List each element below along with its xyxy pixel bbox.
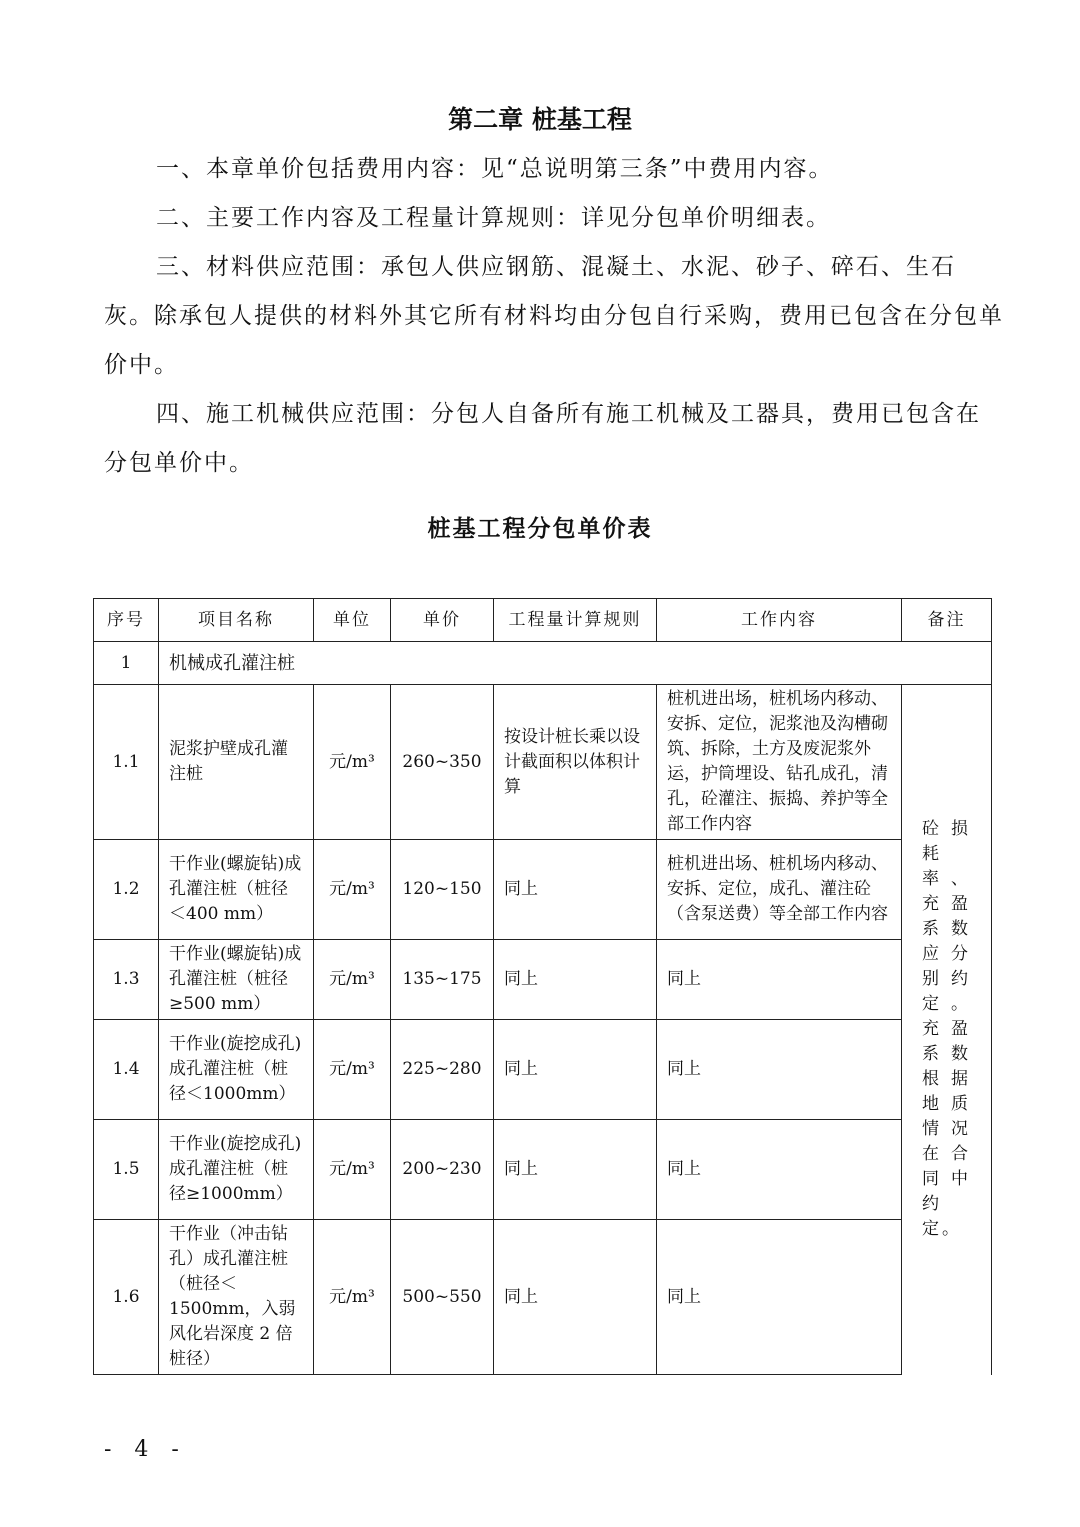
row-quantity-rule: 同上 bbox=[494, 1120, 657, 1220]
paragraph-material-supply: 三、材料供应范围：承包人供应钢筋、混凝土、水泥、砂子、碎石、生石灰。除承包人提供的材料外其它所有材料均由分包自行采购，费用已包含在分包单价中。 bbox=[104, 254, 1004, 378]
row-unit: 元/m³ bbox=[314, 685, 391, 840]
remark-cell bbox=[902, 685, 992, 1375]
unit-price-table bbox=[93, 598, 992, 1375]
row-no: 1.3 bbox=[94, 940, 159, 1020]
row-item-name: 干作业（冲击钻孔）成孔灌注桩（桩径＜1500mm，入弱风化岩深度 2 倍桩径） bbox=[159, 1220, 314, 1375]
row-no: 1.4 bbox=[94, 1020, 159, 1120]
row-item-name: 干作业(旋挖成孔)成孔灌注桩（桩径＜1000mm） bbox=[159, 1020, 314, 1120]
table-row bbox=[94, 1120, 992, 1220]
header-unit-price: 单价 bbox=[391, 599, 494, 642]
row-price: 120~150 bbox=[391, 840, 494, 940]
row-quantity-rule: 按设计桩长乘以设计截面积以体积计算 bbox=[494, 685, 657, 840]
row-price: 260~350 bbox=[391, 685, 494, 840]
remark-text: 砼损耗率、充盈系数应分别约定。充盈系数根据地质情况在合同中约定。 bbox=[922, 819, 971, 1240]
table-row bbox=[94, 840, 992, 940]
row-unit: 元/m³ bbox=[314, 1120, 391, 1220]
table-row bbox=[94, 685, 992, 840]
row-unit: 元/m³ bbox=[314, 1220, 391, 1375]
table-header-row bbox=[94, 599, 992, 642]
row-unit: 元/m³ bbox=[314, 1020, 391, 1120]
header-item-name: 项目名称 bbox=[159, 599, 314, 642]
section-no: 1 bbox=[94, 642, 159, 685]
row-item-name: 泥浆护壁成孔灌注桩 bbox=[159, 685, 314, 840]
page-number: - 4 - bbox=[104, 1437, 187, 1462]
row-work-content: 同上 bbox=[657, 1120, 902, 1220]
table-row bbox=[94, 940, 992, 1020]
row-price: 200~230 bbox=[391, 1120, 494, 1220]
row-quantity-rule: 同上 bbox=[494, 1220, 657, 1375]
header-quantity-rule: 工程量计算规则 bbox=[494, 599, 657, 642]
table-row bbox=[94, 1020, 992, 1120]
row-unit: 元/m³ bbox=[314, 840, 391, 940]
paragraph-work-content: 二、主要工作内容及工程量计算规则：详见分包单价明细表。 bbox=[156, 205, 831, 231]
row-work-content: 同上 bbox=[657, 1020, 902, 1120]
row-work-content: 桩机进出场、桩机场内移动、安拆、定位，成孔、灌注砼（含泵送费）等全部工作内容 bbox=[657, 840, 902, 940]
row-unit: 元/m³ bbox=[314, 940, 391, 1020]
row-item-name: 干作业(螺旋钻)成孔灌注桩（桩径＜400 mm） bbox=[159, 840, 314, 940]
row-work-content: 同上 bbox=[657, 1220, 902, 1375]
row-work-content: 同上 bbox=[657, 940, 902, 1020]
row-no: 1.1 bbox=[94, 685, 159, 840]
row-price: 500~550 bbox=[391, 1220, 494, 1375]
row-no: 1.6 bbox=[94, 1220, 159, 1375]
header-no: 序号 bbox=[94, 599, 159, 642]
row-quantity-rule: 同上 bbox=[494, 840, 657, 940]
paragraph-fee-content: 一、本章单价包括费用内容：见“总说明第三条”中费用内容。 bbox=[156, 156, 834, 182]
section-name: 机械成孔灌注桩 bbox=[159, 642, 992, 685]
header-remark: 备注 bbox=[902, 599, 992, 642]
row-price: 225~280 bbox=[391, 1020, 494, 1120]
paragraph-machinery-supply: 四、施工机械供应范围：分包人自备所有施工机械及工器具，费用已包含在分包单价中。 bbox=[104, 401, 981, 476]
section-row bbox=[94, 642, 992, 685]
table-title: 桩基工程分包单价表 bbox=[427, 516, 653, 542]
row-price: 135~175 bbox=[391, 940, 494, 1020]
row-quantity-rule: 同上 bbox=[494, 1020, 657, 1120]
row-item-name: 干作业(旋挖成孔)成孔灌注桩（桩径≥1000mm） bbox=[159, 1120, 314, 1220]
header-unit: 单位 bbox=[314, 599, 391, 642]
table-row bbox=[94, 1220, 992, 1375]
row-item-name: 干作业(螺旋钻)成孔灌注桩（桩径≥500 mm） bbox=[159, 940, 314, 1020]
header-work-content: 工作内容 bbox=[657, 599, 902, 642]
row-quantity-rule: 同上 bbox=[494, 940, 657, 1020]
chapter-title: 第二章 桩基工程 bbox=[448, 105, 632, 134]
row-work-content: 桩机进出场，桩机场内移动、安拆、定位，泥浆池及沟槽砌筑、拆除，土方及废泥浆外运，护筒埋设、钻孔成孔，清孔，砼灌注、振捣、养护等全部工作内容 bbox=[657, 685, 902, 840]
row-no: 1.2 bbox=[94, 840, 159, 940]
row-no: 1.5 bbox=[94, 1120, 159, 1220]
